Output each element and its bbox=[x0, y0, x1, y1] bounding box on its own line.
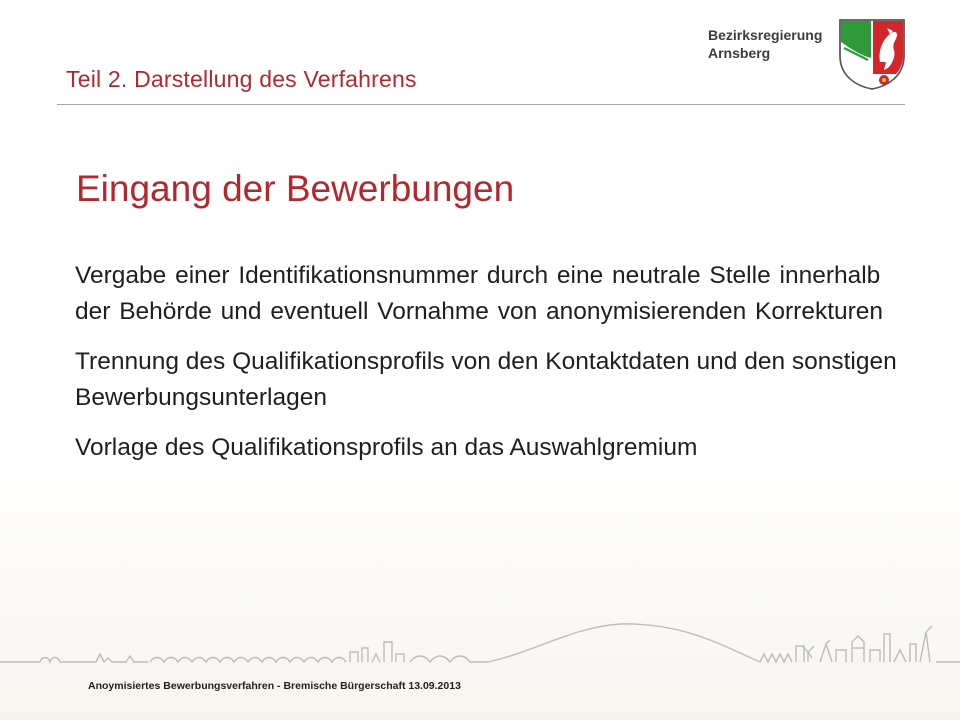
section-title: Teil 2. Darstellung des Verfahrens bbox=[66, 66, 417, 92]
bullet-item: Vorlage des Qualifikationsprofils an das Auswahlgremium bbox=[75, 434, 698, 461]
slide-title: Eingang der Bewerbungen bbox=[76, 168, 515, 209]
nrw-coat-of-arms-icon bbox=[838, 18, 906, 90]
organization-name bbox=[708, 26, 822, 62]
footer-text: Anoymisiertes Bewerbungsverfahren - Bremische Bürgerschaft 13.09.2013 bbox=[88, 680, 461, 692]
skyline-decoration-icon bbox=[0, 620, 960, 680]
bullet-item: Vergabe einer Identifikationsnummer durch eine neutrale Stelle innerhalb der Behörde und eventuell Vornahme von anonymisierenden Korrekturen bbox=[75, 262, 884, 325]
organization-name-line2: Arnsberg bbox=[708, 45, 771, 61]
organization-name-line1: Bezirksregierung bbox=[708, 27, 823, 43]
bullet-item: Trennung des Qualifikationsprofils von den Kontaktdaten und den sonstigen Bewerbungsunterlagen bbox=[75, 348, 897, 411]
header-divider bbox=[57, 104, 905, 105]
bullet-list bbox=[75, 258, 920, 480]
